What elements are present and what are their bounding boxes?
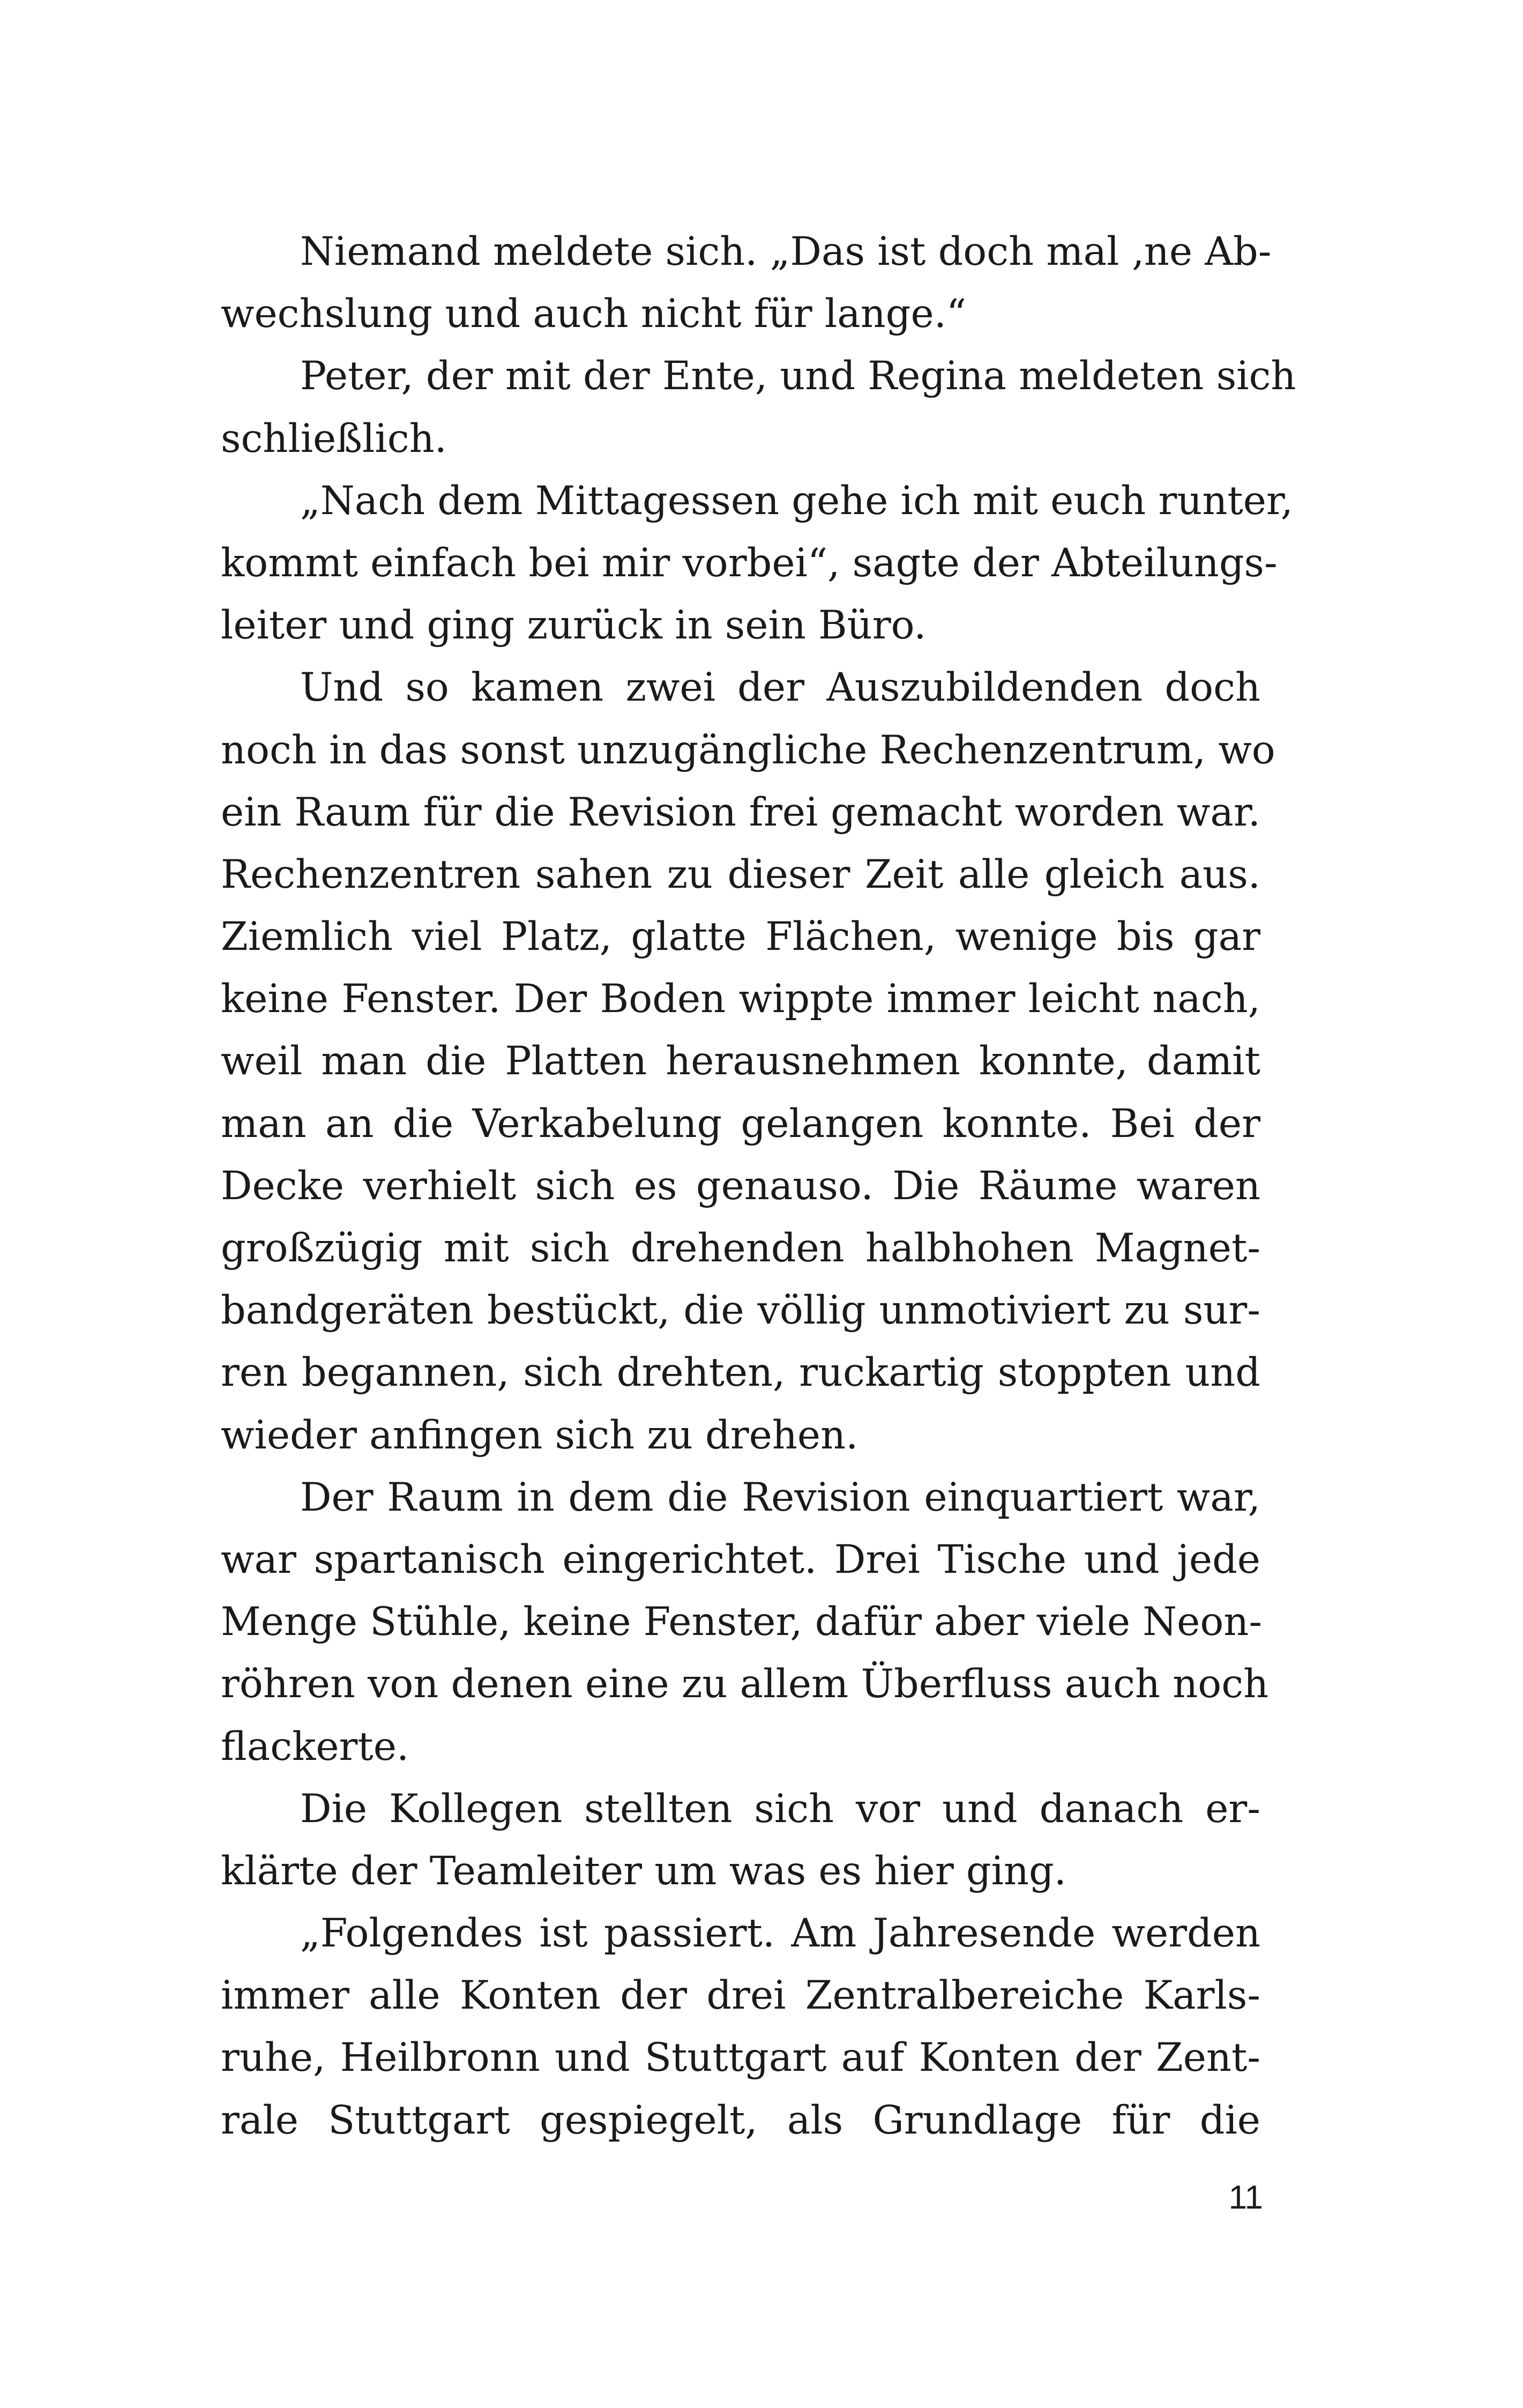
- text-line: großzügig mit sich drehenden halbhohen Magnet-: [221, 1225, 1260, 1271]
- text-line: leiter und ging zurück in sein Büro.: [221, 603, 927, 649]
- text-line: klärte der Teamleiter um was es hier ging.: [221, 1848, 1066, 1894]
- text-line: flackerte.: [221, 1723, 409, 1770]
- text-line: Peter, der mit der Ente, und Regina meldeten sich: [300, 353, 1296, 399]
- text-line: Und so kamen zwei der Auszubildenden doch: [300, 665, 1260, 711]
- text-line: bandgeräten bestückt, die völlig unmotiviert zu sur-: [221, 1288, 1260, 1334]
- page-number: 11: [1228, 2179, 1263, 2216]
- text-line: röhren von denen eine zu allem Überfluss auch noch: [221, 1661, 1269, 1707]
- text-line: rale Stuttgart gespiegelt, als Grundlage für die: [221, 2097, 1260, 2143]
- text-line: wechslung und auch nicht für lange.“: [221, 291, 967, 337]
- text-line: „Nach dem Mittagessen gehe ich mit euch runter,: [300, 478, 1294, 524]
- text-line: Der Raum in dem die Revision einquartiert war,: [300, 1474, 1260, 1520]
- text-line: ren begannen, sich drehten, ruckartig stoppten und: [221, 1350, 1260, 1396]
- text-line: keine Fenster. Der Boden wippte immer leicht nach,: [221, 976, 1260, 1022]
- text-line: noch in das sonst unzugängliche Rechenzentrum, wo: [221, 727, 1275, 773]
- text-line: „Folgendes ist passiert. Am Jahresende werden: [300, 1911, 1260, 1957]
- text-line: Niemand meldete sich. „Das ist doch mal ‚ne Ab-: [300, 229, 1272, 274]
- text-line: weil man die Platten herausnehmen konnte, damit: [221, 1038, 1260, 1084]
- text-line: wieder anfingen sich zu drehen.: [221, 1412, 858, 1458]
- text-line: schließlich.: [221, 415, 447, 462]
- body-text: [221, 221, 1296, 2152]
- text-line: immer alle Konten der drei Zentralbereiche Karls-: [221, 1973, 1260, 2019]
- text-line: war spartanisch eingerichtet. Drei Tische und jede: [221, 1536, 1260, 1582]
- text-line: ruhe, Heilbronn und Stuttgart auf Konten der Zent-: [221, 2035, 1260, 2081]
- text-line: Ziemlich viel Platz, glatte Flächen, wenige bis gar: [221, 914, 1260, 960]
- text-line: man an die Verkabelung gelangen konnte. Bei der: [221, 1101, 1260, 1147]
- text-line: kommt einfach bei mir vorbei“, sagte der Abteilungs-: [221, 540, 1278, 586]
- text-line: Rechenzentren sahen zu dieser Zeit alle gleich aus.: [221, 851, 1260, 897]
- text-line: Decke verhielt sich es genauso. Die Räume waren: [221, 1163, 1260, 1209]
- text-line: ein Raum für die Revision frei gemacht worden war.: [221, 789, 1260, 835]
- text-line: Menge Stühle, keine Fenster, dafür aber viele Neon-: [221, 1599, 1262, 1645]
- text-line: Die Kollegen stellten sich vor und danach er-: [300, 1786, 1260, 1832]
